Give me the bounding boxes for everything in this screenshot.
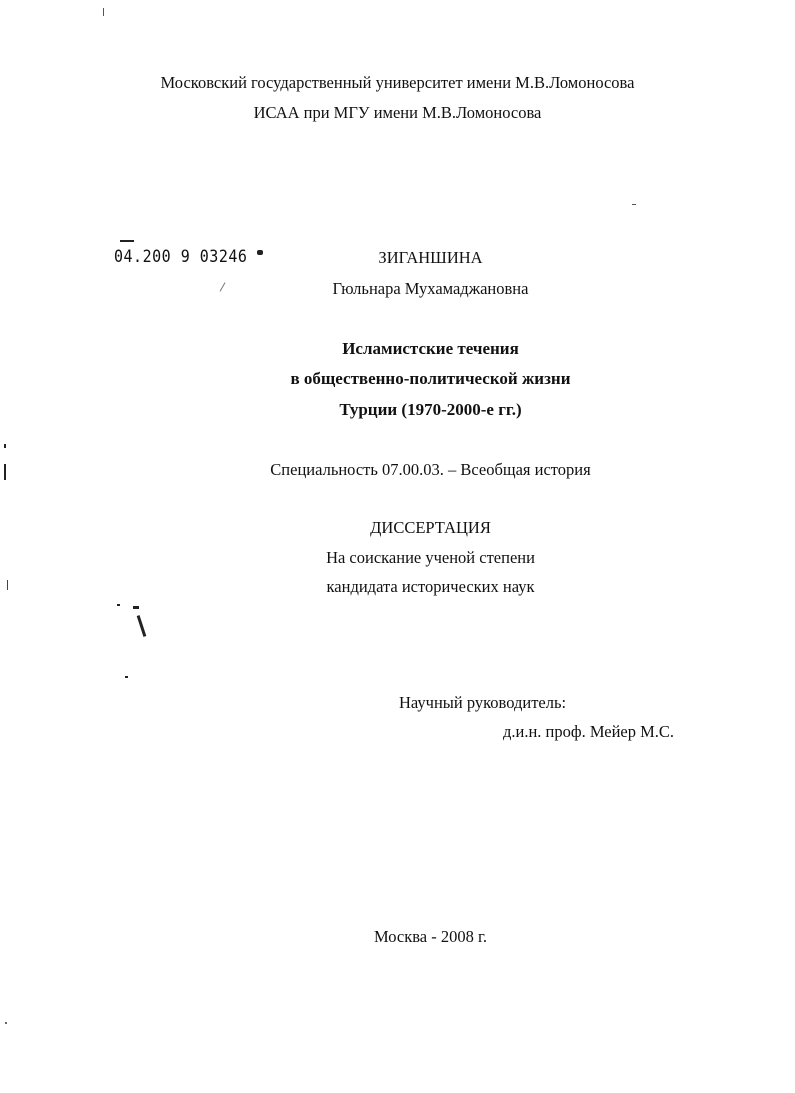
scan-mark bbox=[125, 676, 128, 678]
archive-stamp-number: 04.200 9 03246 bbox=[114, 246, 248, 267]
scan-mark bbox=[7, 580, 8, 590]
degree-line-2: кандидата исторических наук bbox=[326, 577, 535, 596]
scan-mark bbox=[5, 1022, 7, 1024]
scan-mark bbox=[137, 615, 147, 637]
specialty: Специальность 07.00.03. – Всеобщая история bbox=[270, 460, 591, 479]
scan-mark bbox=[4, 444, 6, 448]
scan-mark bbox=[257, 250, 263, 255]
supervisor-label: Научный руководитель: bbox=[399, 693, 567, 712]
title-line-3: Турции (1970-2000-е гг.) bbox=[339, 400, 522, 419]
title-line-2: в общественно-политической жизни bbox=[290, 369, 571, 388]
author-name: Гюльнара Мухамаджановна bbox=[332, 279, 529, 298]
university-name: Московский государственный университет имени М.В.Ломоносова bbox=[160, 73, 635, 92]
degree-line-1: На соискание ученой степени bbox=[326, 548, 535, 567]
scan-mark bbox=[632, 204, 636, 205]
title-line-1: Исламистские течения bbox=[342, 339, 519, 358]
scan-mark bbox=[117, 604, 120, 606]
institute-name: ИСАА при МГУ имени М.В.Ломоносова bbox=[253, 103, 542, 122]
scan-mark bbox=[133, 606, 139, 609]
scan-mark bbox=[103, 8, 104, 16]
supervisor-name: д.и.н. проф. Мейер М.С. bbox=[503, 722, 675, 741]
scan-mark bbox=[120, 240, 134, 242]
dissertation-heading: ДИССЕРТАЦИЯ bbox=[370, 518, 491, 537]
author-surname: ЗИГАНШИНА bbox=[378, 248, 483, 267]
place-year: Москва - 2008 г. bbox=[373, 927, 488, 946]
scan-mark bbox=[4, 464, 6, 480]
